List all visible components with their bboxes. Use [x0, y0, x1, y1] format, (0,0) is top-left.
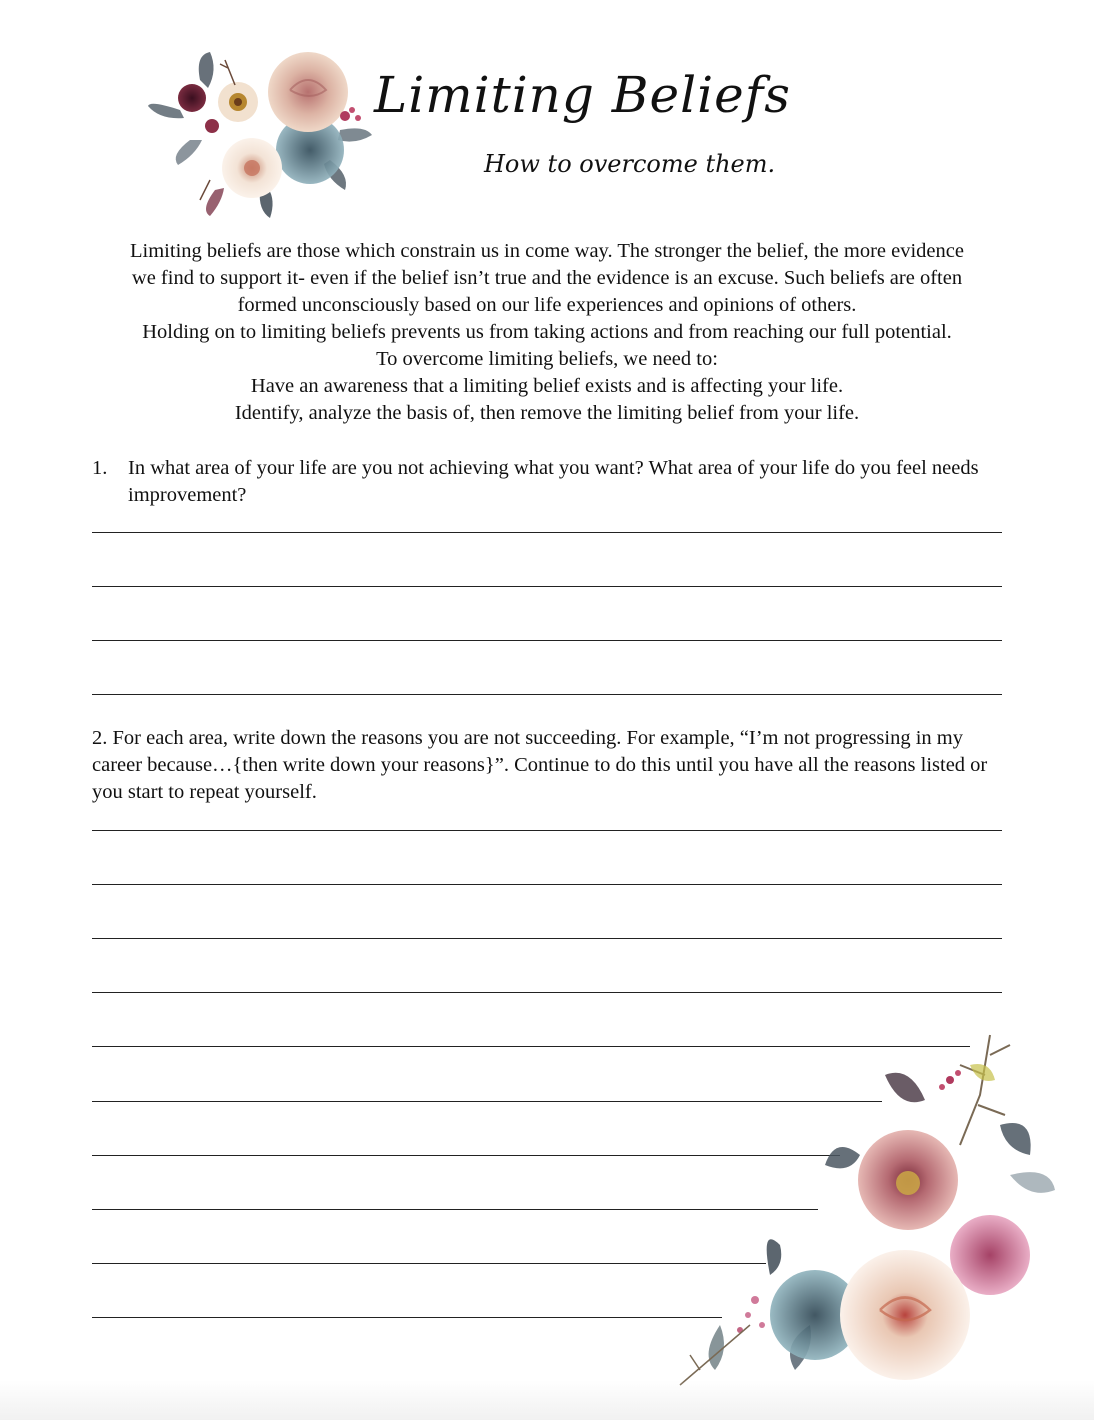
intro-line: Holding on to limiting beliefs prevents us from taking actions and from reaching our full potential. — [142, 321, 952, 343]
intro-line: Identify, analyze the basis of, then remove the limiting belief from your life. — [234, 402, 860, 424]
floral-bouquet-bottom-icon — [660, 1025, 1080, 1415]
answer-line[interactable] — [92, 992, 1002, 993]
intro-line: we find to support it- even if the belief isn’t true and the evidence is an excuse. Such beliefs are often — [131, 267, 963, 289]
question-text: In what area of your life are you not achieving what you want? What area of your life do you feel needs improvement? — [128, 457, 979, 506]
answer-line[interactable] — [92, 1317, 722, 1318]
question-2: 2. For each area, write down the reasons you are not succeeding. For example, “I’m not progressing in my career because…{then write down your reasons}”. Continue to do this until you have all the reasons listed or you start to repeat yourself. — [92, 727, 988, 803]
page-subtitle: How to overcome them. — [484, 150, 776, 178]
intro-line: formed unconsciously based on our life experiences and opinions of others. — [237, 294, 857, 316]
intro-line: To overcome limiting beliefs, we need to: — [376, 348, 718, 370]
intro-line: Have an awareness that a limiting belief exists and is affecting your life. — [250, 375, 844, 397]
answer-line[interactable] — [92, 884, 1002, 885]
intro-line: Limiting beliefs are those which constrain us in come way. The stronger the belief, the more evidence — [130, 240, 964, 262]
answer-line[interactable] — [92, 640, 1002, 641]
answer-line[interactable] — [92, 694, 1002, 695]
question-number: 1. — [92, 457, 108, 479]
answer-line[interactable] — [92, 586, 1002, 587]
page-bottom-edge — [0, 1380, 1094, 1420]
floral-bouquet-top-icon — [140, 40, 380, 220]
answer-line[interactable] — [92, 830, 1002, 831]
answer-line[interactable] — [92, 938, 1002, 939]
intro-paragraph — [92, 238, 1002, 427]
page-title: Limiting Beliefs — [374, 66, 791, 124]
question-1 — [92, 455, 992, 509]
answer-line[interactable] — [92, 532, 1002, 533]
